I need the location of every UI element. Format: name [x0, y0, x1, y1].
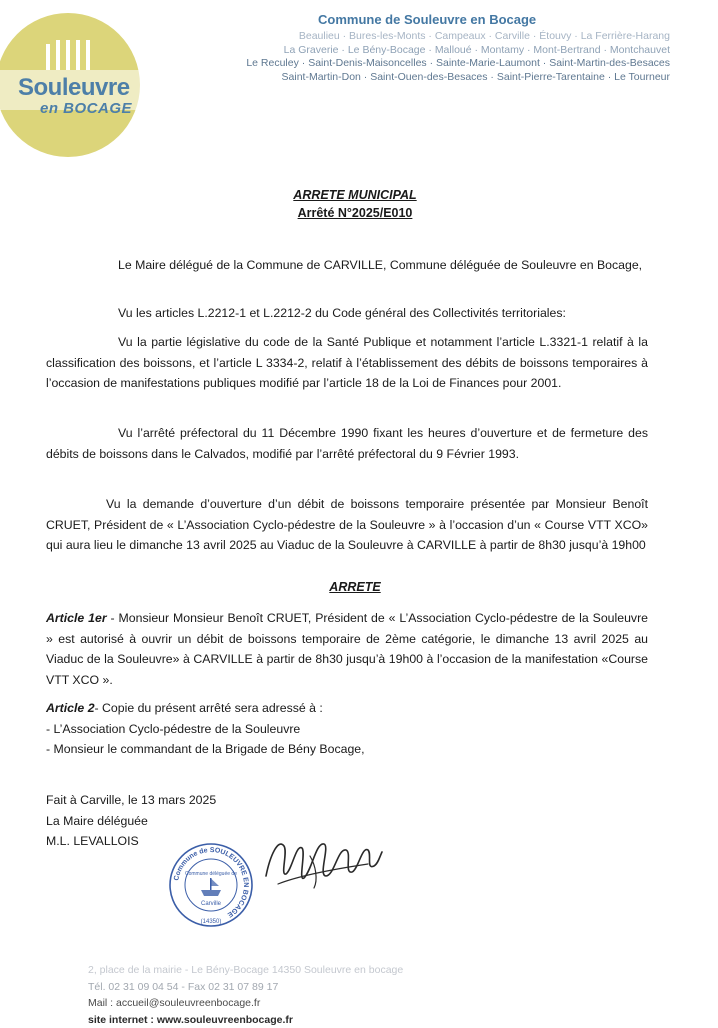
article-2 [46, 698, 648, 760]
document-title: ARRETE MUNICIPAL [280, 188, 430, 202]
article-2-label: Article 2 [46, 701, 95, 715]
footer-mail: Mail : accueil@souleuvreenbocage.fr [88, 995, 403, 1012]
footer-site: site internet : www.souleuvreenbocage.fr [88, 1012, 403, 1028]
logo-text-souleuvre: Souleuvre [18, 74, 130, 102]
svg-text:Commune déléguée de: Commune déléguée de [185, 871, 237, 877]
arrete-heading: ARRETE [280, 580, 430, 594]
communes-line: La Graverie · Le Bény-Bocage · Malloué · Montamy · Mont-Bertrand · Montchauvet [194, 44, 670, 58]
footer [88, 962, 403, 1028]
communes-line: Le Reculey · Saint-Denis-Maisoncelles · Sainte-Marie-Laumont · Saint-Martin-des-Besaces [194, 57, 670, 71]
article-1-label: Article 1er [46, 611, 107, 625]
footer-address: 2, place de la mairie - Le Bény-Bocage 14350 Souleuvre en bocage [88, 962, 403, 979]
signatory-role: La Maire déléguée [46, 811, 216, 832]
place-date: Fait à Carville, le 13 mars 2025 [46, 790, 216, 811]
communes-line: Saint-Martin-Don · Saint-Ouen-des-Besaces · Saint-Pierre-Tarentaine · Le Tourneur [194, 71, 670, 85]
svg-text:(14350): (14350) [201, 919, 222, 925]
paragraph-maire: Le Maire délégué de la Commune de CARVILLE, Commune déléguée de Souleuvre en Bocage, [46, 255, 648, 276]
communes-list [194, 30, 670, 84]
svg-text:Commune de SOULEUVRE EN BOCAGE: Commune de SOULEUVRE EN BOCAGE [173, 847, 249, 918]
paragraph-vu-articles: Vu les articles L.2212-1 et L.2212-2 du Code général des Collectivités territoriales: [46, 303, 648, 324]
arrete-number: Arrêté N°2025/E010 [260, 206, 450, 220]
svg-text:Carville: Carville [201, 901, 222, 907]
footer-phone: Tél. 02 31 09 04 54 - Fax 02 31 07 89 17 [88, 979, 403, 996]
article-1-text: - Monsieur Monsieur Benoît CRUET, Président de « L’Association Cyclo-pédestre de la Souleuvre » est autorisé à ouvrir un débit de boissons temporaire de 2ème catégorie, le dimanche 13 avril 2025 au Viaduc de la Souleuvre» à CARVILLE à partir de 8h30 jusqu’à 19h00 à l’occasion de la manifestation «Course VTT XCO ». [46, 611, 648, 687]
communes-line: Beaulieu · Bures-les-Monts · Campeaux · Carville · Étouvy · La Ferrière-Harang [194, 30, 670, 44]
paragraph-vu-sante-publique: Vu la partie législative du code de la Santé Publique et notamment l’article L.3321-1 relatif à la classification des boissons, et l’article L 3334-2, relatif à l’établissement des débits de boissons temporaires à l’occasion de manifestations publiques modifié par l’article 18 de la Loi de Finances pour 2001. [46, 332, 648, 394]
handwritten-signature [258, 826, 388, 896]
recipient-item: - Monsieur le commandant de la Brigade de Bény Bocage, [46, 739, 648, 760]
commune-title: Commune de Souleuvre en Bocage [318, 12, 536, 27]
signatory-name: M.L. LEVALLOIS [46, 831, 216, 852]
official-stamp [168, 842, 254, 928]
article-2-text: - Copie du présent arrêté sera adressé à : [95, 701, 323, 715]
article-1 [46, 608, 648, 690]
recipient-item: - L’Association Cyclo-pédestre de la Souleuvre [46, 719, 648, 740]
paragraph-vu-demande: Vu la demande d’ouverture d’un débit de boissons temporaire présentée par Monsieur Benoît CRUET, Président de « L’Association Cyclo-pédestre de la Souleuvre » à l’occasion d’un « Course VTT XCO» qui aura lieu le dimanche 13 avril 2025 au Viaduc de la Souleuvre à CARVILLE à partir de 8h30 jusqu’à 19h00 [46, 494, 648, 556]
logo-text-en-bocage: en BOCAGE [40, 100, 132, 117]
paragraph-vu-arrete-prefectoral: Vu l’arrêté préfectoral du 11 Décembre 1990 fixant les heures d’ouverture et de fermeture des débits de boissons dans le Calvados, modifié par l’arrêté préfectoral du 9 Février 1993. [46, 423, 648, 464]
